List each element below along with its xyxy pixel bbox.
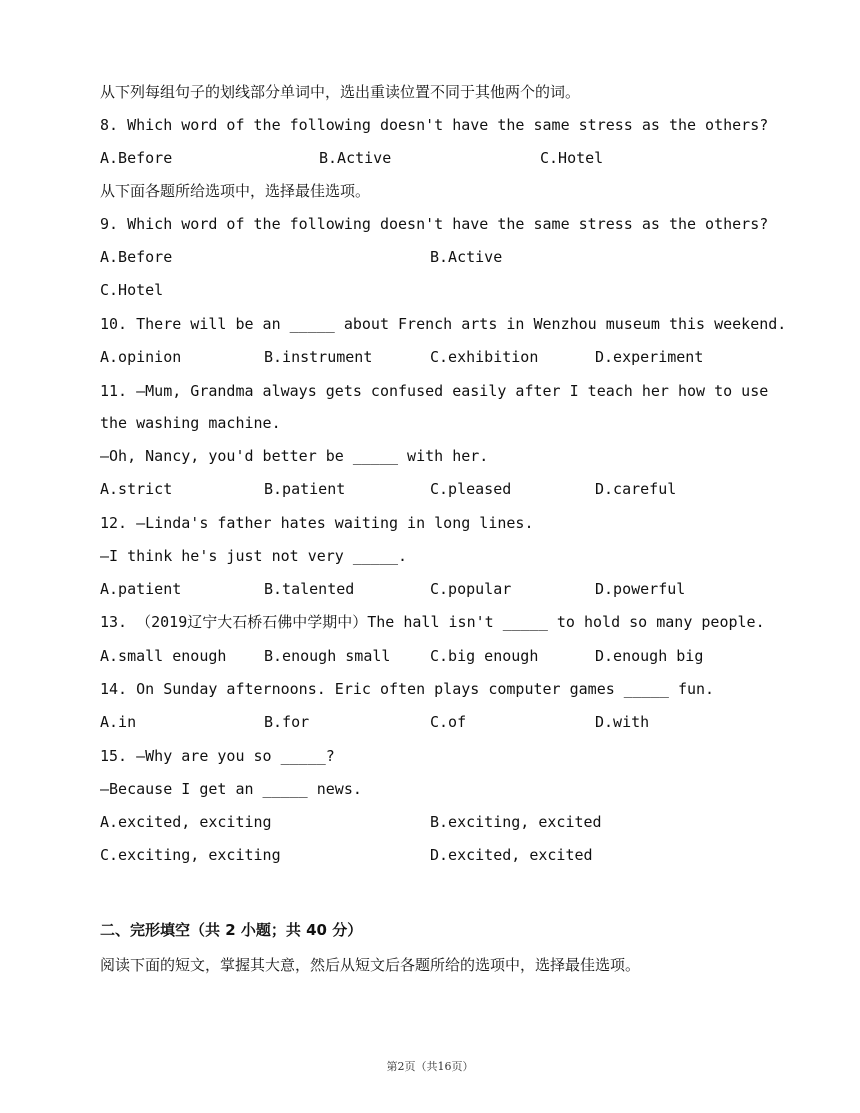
q15-option-a: A.excited, exciting xyxy=(100,813,272,831)
q8-option-b: B.Active xyxy=(319,149,392,167)
q12-option-d: D.powerful xyxy=(595,580,686,598)
q10-option-c: C.exhibition xyxy=(430,348,539,366)
question-15: 15. —Why are you so _____? xyxy=(100,747,335,765)
q13-option-a: A.small enough xyxy=(100,647,227,665)
section-heading: 二、完形填空（共 2 小题；共 40 分） xyxy=(100,921,363,939)
question-13: 13. （2019辽宁大石桥石佛中学期中）The hall isn't _____ to hold so many people. xyxy=(100,613,765,631)
page-footer: 第2页（共16页） xyxy=(386,1060,474,1073)
q12-option-b: B.talented xyxy=(264,580,355,598)
instruction-text: 从下面各题所给选项中，选择最佳选项。 xyxy=(100,182,371,200)
q14-option-b: B.for xyxy=(264,713,310,731)
q9-option-a: A.Before xyxy=(100,248,173,266)
question-11-reply: —Oh, Nancy, you'd better be _____ with her. xyxy=(100,447,489,465)
q14-option-a: A.in xyxy=(100,713,137,731)
q10-option-b: B.instrument xyxy=(264,348,373,366)
instruction-text: 阅读下面的短文，掌握其大意，然后从短文后各题所给的选项中，选择最佳选项。 xyxy=(100,956,641,974)
question-11-cont: the washing machine. xyxy=(100,414,281,432)
q10-option-d: D.experiment xyxy=(595,348,704,366)
question-15-reply: —Because I get an _____ news. xyxy=(100,780,362,798)
instruction-text: 从下列每组句子的划线部分单词中，选出重读位置不同于其他两个的词。 xyxy=(100,83,581,101)
q12-option-c: C.popular xyxy=(430,580,512,598)
q13-option-b: B.enough small xyxy=(264,647,391,665)
q12-option-a: A.patient xyxy=(100,580,182,598)
q9-option-c: C.Hotel xyxy=(100,281,164,299)
q15-option-d: D.excited, excited xyxy=(430,846,593,864)
q15-option-b: B.exciting, excited xyxy=(430,813,602,831)
q9-option-b: B.Active xyxy=(430,248,503,266)
q14-option-c: C.of xyxy=(430,713,467,731)
q8-option-c: C.Hotel xyxy=(540,149,604,167)
q11-option-a: A.strict xyxy=(100,480,173,498)
question-9: 9. Which word of the following doesn't have the same stress as the others? xyxy=(100,215,769,233)
q15-option-c: C.exciting, exciting xyxy=(100,846,281,864)
q11-option-c: C.pleased xyxy=(430,480,512,498)
question-12-reply: —I think he's just not very _____. xyxy=(100,547,408,565)
q11-option-b: B.patient xyxy=(264,480,346,498)
question-10: 10. There will be an _____ about French arts in Wenzhou museum this weekend. xyxy=(100,315,787,333)
q13-option-c: C.big enough xyxy=(430,647,539,665)
q11-option-d: D.careful xyxy=(595,480,677,498)
q10-option-a: A.opinion xyxy=(100,348,182,366)
question-14: 14. On Sunday afternoons. Eric often plays computer games _____ fun. xyxy=(100,680,715,698)
question-12: 12. —Linda's father hates waiting in long lines. xyxy=(100,514,534,532)
q14-option-d: D.with xyxy=(595,713,650,731)
question-11: 11. —Mum, Grandma always gets confused easily after I teach her how to use xyxy=(100,382,769,400)
q8-option-a: A.Before xyxy=(100,149,173,167)
q13-option-d: D.enough big xyxy=(595,647,704,665)
question-8: 8. Which word of the following doesn't have the same stress as the others? xyxy=(100,116,769,134)
